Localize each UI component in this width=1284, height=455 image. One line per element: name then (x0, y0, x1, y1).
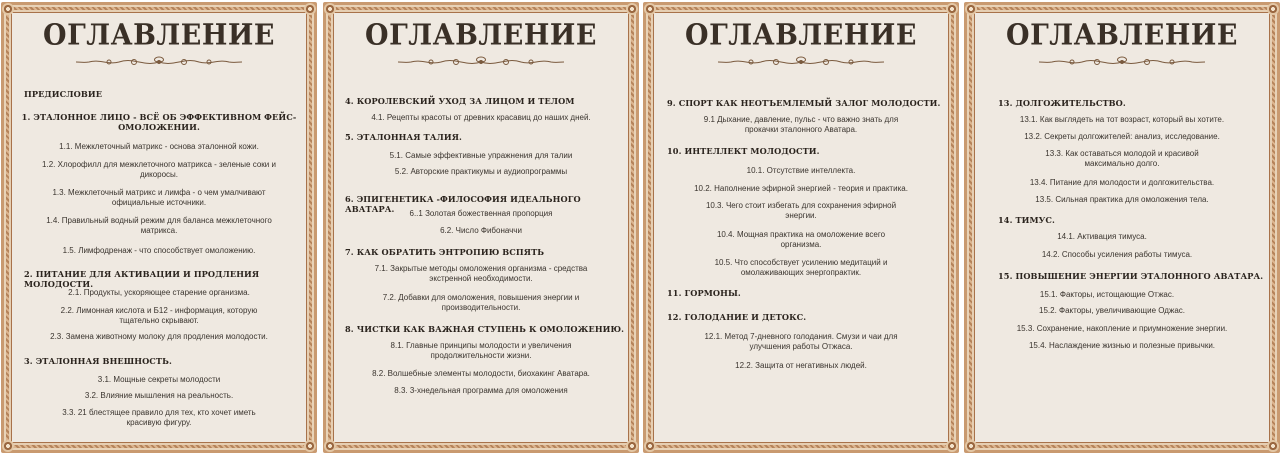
toc-item[interactable]: 14.1. Активация тимуса. (1057, 232, 1147, 241)
flourish-divider-icon (1037, 55, 1207, 69)
toc-page-1 (1, 2, 317, 453)
toc-item[interactable]: 13.1. Как выглядеть на тот возраст, который вы хотите. (1019, 115, 1225, 124)
toc-item[interactable]: 3.2. Влияние мышления на реальность. (84, 391, 234, 400)
page-title: ОГЛАВЛЕНИЕ (43, 18, 275, 53)
toc-item[interactable]: 14.2. Способы усиления работы тимуса. (1041, 250, 1193, 259)
section-heading[interactable]: 2. ПИТАНИЕ ДЛЯ АКТИВАЦИИ И ПРОДЛЕНИЯ МОЛОДОСТИ. (24, 269, 260, 289)
toc-item[interactable]: 10.1. Отсутствие интеллекта. (746, 166, 856, 175)
toc-item[interactable]: 8.2. Волшебные элементы молодости, биохакинг Аватара. (372, 369, 590, 378)
toc-item[interactable]: 9.1 Дыхание, давление, пульс - что важно знать для прокачки эталонного Аватара. (703, 115, 899, 134)
toc-item[interactable]: 2.1. Продукты, ускоряющее старение организма. (68, 288, 250, 297)
page-title: ОГЛАВЛЕНИЕ (1006, 18, 1238, 53)
toc-item[interactable]: 15.1. Факторы, истощающие Отжас. (1039, 290, 1175, 299)
toc-item[interactable]: 12.2. Защита от негативных людей. (735, 361, 867, 370)
toc-item[interactable]: 12.1. Метод 7-дневного голодания. Смузи и чаи для улучшения работы Отжаса. (704, 332, 898, 351)
flourish-divider-icon (74, 55, 244, 69)
toc-item[interactable]: 2.3. Замена животному молоку для продления молодости. (50, 332, 268, 341)
toc-item[interactable]: 8.1. Главные принципы молодости и увеличения продолжительности жизни. (390, 341, 572, 360)
flourish-divider-icon (716, 55, 886, 69)
toc-item[interactable]: 1.1. Межклеточный матрикс - основа эталонной кожи. (59, 142, 259, 151)
section-heading[interactable]: 6. ЭПИГЕНЕТИКА -ФИЛОСОФИЯ ИДЕАЛЬНОГО АВАТАРА. (345, 194, 581, 214)
toc-item[interactable]: 10.3. Чего стоит избегать для сохранения эфирной энергии. (705, 201, 897, 220)
toc-item[interactable]: 4.1. Рецепты красоты от древних красавиц до наших дней. (371, 113, 591, 122)
section-heading[interactable]: 10. ИНТЕЛЛЕКТ МОЛОДОСТИ. (667, 146, 820, 156)
preface-heading[interactable]: ПРЕДИСЛОВИЕ (24, 89, 103, 99)
toc-item[interactable]: 10.4. Мощная практика на омоложение всего организма. (716, 230, 886, 249)
toc-item[interactable]: 15.4. Наслаждение жизнью и полезные привычки. (1028, 341, 1216, 350)
toc-item[interactable]: 1.3. Межклеточный матрикс и лимфа - о чем умалчивают официальные источники. (52, 188, 266, 207)
section-heading[interactable]: 8. ЧИСТКИ КАК ВАЖНАЯ СТУПЕНЬ К ОМОЛОЖЕНИЮ. (345, 324, 625, 334)
toc-item[interactable]: 7.2. Добавки для омоложения, повышения энергии и производительности. (382, 293, 580, 312)
toc-item[interactable]: 13.5. Сильная практика для омоложения тела. (1035, 195, 1209, 204)
section-heading[interactable]: 4. КОРОЛЕВСКИЙ УХОД ЗА ЛИЦОМ И ТЕЛОМ (345, 96, 575, 106)
page-title: ОГЛАВЛЕНИЕ (685, 18, 917, 53)
toc-item[interactable]: 6.2. Число Фибоначчи (440, 226, 522, 235)
toc-item[interactable]: 5.1. Самые эффективные упражнения для талии (389, 151, 573, 160)
toc-page-3 (643, 2, 959, 453)
toc-item[interactable]: 8.3. 3-хнедельная программа для омоложения (394, 386, 568, 395)
toc-item[interactable]: 3.1. Мощные секреты молодости (97, 375, 221, 384)
toc-page-4 (964, 2, 1280, 453)
section-heading[interactable]: 15. ПОВЫШЕНИЕ ЭНЕРГИИ ЭТАЛОННОГО АВАТАРА. (998, 271, 1264, 281)
toc-item[interactable]: 15.3. Сохранение, накопление и приумножение энергии. (1016, 324, 1228, 333)
section-heading[interactable]: 11. ГОРМОНЫ. (667, 288, 741, 298)
toc-item[interactable]: 2.2. Лимонная кислота и Б12 - информация, которую тщательно скрывают. (60, 306, 258, 325)
toc-page-2 (323, 2, 639, 453)
toc-item[interactable]: 7.1. Закрытые методы омоложения организма - средства экстренной необходимости. (374, 264, 588, 283)
section-heading[interactable]: 5. ЭТАЛОННАЯ ТАЛИЯ. (345, 132, 462, 142)
toc-item[interactable]: 1.2. Хлорофилл для межклеточного матрикса - зеленые соки и дикоросы. (42, 160, 276, 179)
toc-item[interactable]: 13.2. Секреты долгожителей: анализ, исследование. (1024, 132, 1220, 141)
toc-item[interactable]: 13.4. Питание для молодости и долгожительства. (1029, 178, 1215, 187)
toc-item[interactable]: 6..1 Золотая божественная пропорция (409, 209, 553, 218)
toc-item[interactable]: 15.2. Факторы, увеличивающие Оджас. (1039, 306, 1185, 315)
section-heading[interactable]: 12. ГОЛОДАНИЕ И ДЕТОКС. (667, 312, 807, 322)
toc-item[interactable]: 10.2. Наполнение эфирной энергией - теория и практика. (694, 184, 908, 193)
section-heading[interactable]: 14. ТИМУС. (998, 215, 1055, 225)
toc-item[interactable]: 1.4. Правильный водный режим для баланса межклеточного матрикса. (46, 216, 272, 235)
page-title: ОГЛАВЛЕНИЕ (365, 18, 597, 53)
toc-item[interactable]: 1.5. Лимфодренаж - что способствует омоложению. (62, 246, 256, 255)
section-heading[interactable]: 13. ДОЛГОЖИТЕЛЬСТВО. (998, 98, 1126, 108)
toc-item[interactable]: 13.3. Как оставаться молодой и красивой максимально долго. (1045, 149, 1199, 168)
section-heading[interactable]: 3. ЭТАЛОННАЯ ВНЕШНОСТЬ. (24, 356, 172, 366)
section-heading[interactable]: 7. КАК ОБРАТИТЬ ЭНТРОПИЮ ВСПЯТЬ (345, 247, 545, 257)
section-heading[interactable]: 1. ЭТАЛОННОЕ ЛИЦО - ВСЁ ОБ ЭФФЕКТИВНОМ ФЕЙС-ОМОЛОЖЕНИИ. (21, 112, 297, 132)
section-heading[interactable]: 9. СПОРТ КАК НЕОТЪЕМЛЕМЫЙ ЗАЛОГ МОЛОДОСТИ. (667, 98, 941, 108)
toc-item[interactable]: 10.5. Что способствует усилению медитаций и омолаживающих энергопрактик. (714, 258, 888, 277)
toc-item[interactable]: 5.2. Авторские практикумы и аудиопрограммы (394, 167, 568, 176)
flourish-divider-icon (396, 55, 566, 69)
toc-item[interactable]: 3.3. 21 блестящее правило для тех, кто хочет иметь красивую фигуру. (62, 408, 256, 427)
